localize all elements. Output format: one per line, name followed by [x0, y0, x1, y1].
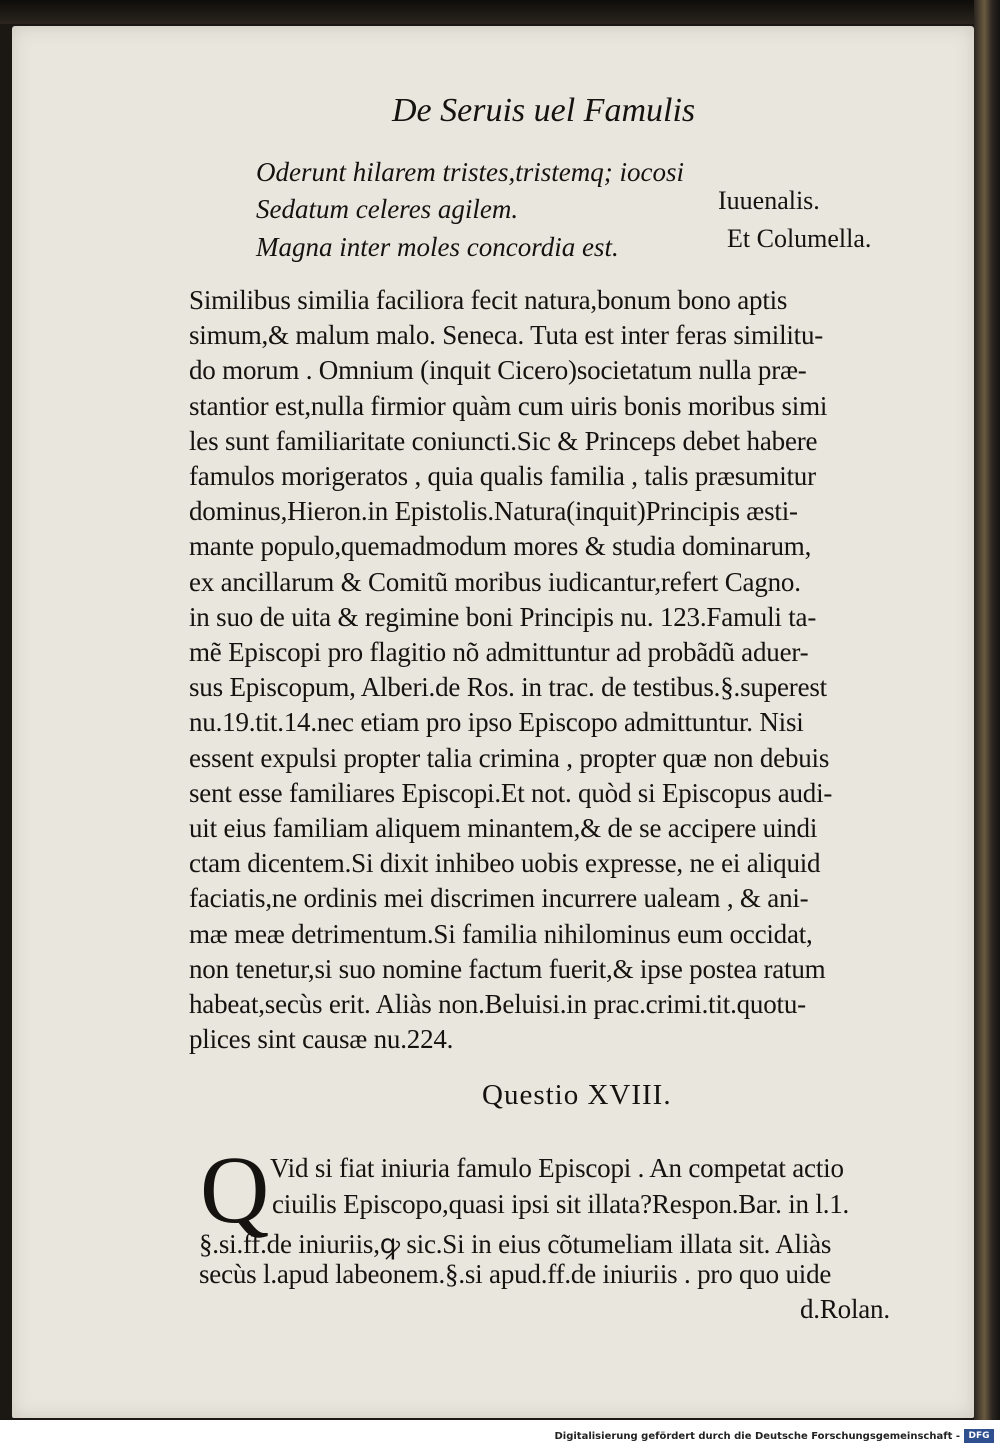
- book-spine-edge: [974, 0, 1000, 1420]
- body-line: essent expulsi propter talia crimina , propter quæ non debuis: [189, 742, 830, 773]
- scan-top-edge: [0, 0, 1000, 24]
- footer-credit: Digitalisierung gefördert durch die Deutsche Forschungsgemeinschaft -: [554, 1431, 960, 1442]
- body-line: mante populo,quemadmodum mores & studia dominarum,: [189, 531, 812, 562]
- body-line: Similibus similia faciliora fecit natura,bonum bono aptis: [189, 285, 788, 315]
- body-line: sus Episcopum, Alberi.de Ros. in trac. de testibus.§.superest: [189, 672, 827, 703]
- body-line: famulos morigeratos , quia qualis familia , talis præsumitur: [189, 461, 816, 491]
- body-line: ex ancillarum & Comitũ moribus iudicantur,refert Cagno.: [189, 566, 801, 597]
- question-line-1: Vid si fiat iniuria famulo Episcopi . An competat actio: [270, 1153, 844, 1183]
- body-line: simum,& malum malo. Seneca. Tuta est inter feras similitu-: [189, 320, 824, 351]
- body-line: ctam dicentem.Si dixit inhibeo uobis expresse, ne ei aliquid: [189, 848, 821, 879]
- question-line-2: ciuilis Episcopo,quasi ipsi sit illata?Respon.Bar. in l.1.: [272, 1189, 850, 1219]
- verse-line-3: Magna inter moles concordia est.: [256, 232, 619, 262]
- body-line: mẽ Episcopi pro flagitio nõ admittuntur ad probãdũ aduer-: [189, 637, 809, 667]
- body-line: faciatis,ne ordinis mei discrimen incurrere ualeam , & ani-: [189, 883, 809, 914]
- running-header: De Seruis uel Famulis: [392, 92, 696, 129]
- verse-line-2: Sedatum celeres agilem.: [256, 194, 519, 224]
- body-line: mæ meæ detrimentum.Si familia nihilominus eum occidat,: [189, 918, 813, 949]
- drop-cap: Q: [200, 1136, 270, 1243]
- body-line: dominus,Hieron.in Epistolis.Natura(inquit)Principis æsti-: [189, 496, 798, 527]
- body-line: stantior est,nulla firmior quàm cum uiris bonis moribus simi: [189, 390, 828, 421]
- verse-attribution-1: Iuuenalis.: [718, 186, 820, 215]
- question-line-5: d.Rolan.: [800, 1294, 890, 1324]
- body-line: non tenetur,si suo nomine factum fuerit,& ipse postea ratum: [189, 953, 826, 984]
- verse-attribution-2: Et Columella.: [727, 224, 872, 253]
- body-line: habeat,secùs erit. Aliàs non.Beluisi.in prac.crimi.tit.quotu-: [189, 989, 806, 1019]
- question-line-3: §.si.ff.de iniuriis,ꝙ sic.Si in eius cõtumeliam illata sit. Aliàs: [199, 1229, 832, 1259]
- question-line-4: secùs l.apud labeonem.§.si apud.ff.de iniuriis . pro quo uide: [199, 1259, 832, 1289]
- question-title: Questio XVIII.: [482, 1079, 672, 1111]
- body-line: nu.19.tit.14.nec etiam pro ipso Episcopo admittuntur. Nisi: [189, 707, 804, 738]
- body-line: plices sint causæ nu.224.: [189, 1024, 454, 1055]
- body-line: uit eius familiam aliquem minantem,& de se accipere uindi: [189, 813, 818, 843]
- body-line: in suo de uita & regimine boni Principis nu. 123.Famuli ta-: [189, 601, 817, 632]
- body-line: les sunt familiaritate coniuncti.Sic & Princeps debet habere: [189, 425, 818, 456]
- body-line: do morum . Omnium (inquit Cicero)societatum nulla præ-: [189, 355, 807, 386]
- body-line: sent esse familiares Episcopi.Et not. quòd si Episcopus audi-: [189, 777, 833, 808]
- verse-line-1: Oderunt hilarem tristes,tristemq; iocosi: [256, 157, 684, 187]
- dfg-logo: DFG: [964, 1429, 994, 1443]
